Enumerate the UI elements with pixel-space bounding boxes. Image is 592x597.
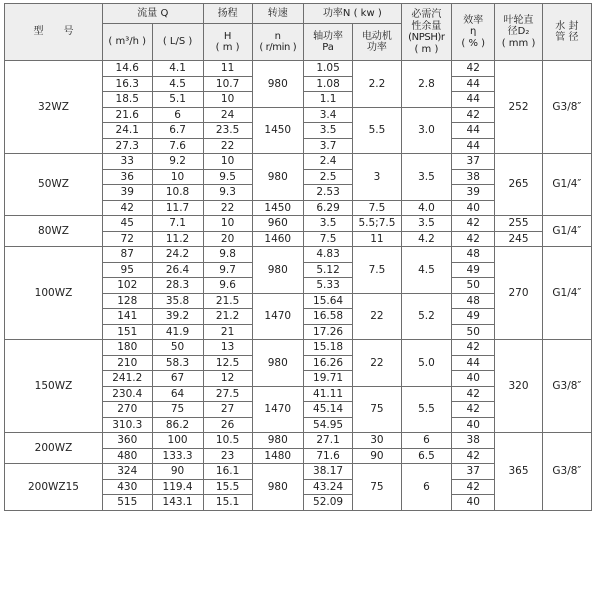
- header-head: 扬程: [203, 4, 252, 24]
- header-shaft-sym: Pa: [322, 42, 334, 53]
- table-row: [5, 247, 592, 263]
- flow-ls-cell: 24.2: [152, 247, 203, 263]
- model-cell: 32WZ: [5, 61, 103, 154]
- speed-cell: 980: [252, 61, 303, 108]
- efficiency-cell: 49: [452, 309, 495, 325]
- efficiency-cell: 42: [452, 107, 495, 123]
- head-cell: 13: [203, 340, 252, 356]
- header-eff-line1: 效率: [463, 14, 484, 26]
- header-flow: 流量 Q: [102, 4, 203, 24]
- diameter-cell: 245: [495, 231, 542, 247]
- flow-ls-cell: 67: [152, 371, 203, 387]
- head-cell: 22: [203, 138, 252, 154]
- flow-ls-cell: 4.5: [152, 76, 203, 92]
- header-npsh: [401, 4, 451, 61]
- seal-cell: G3/8″: [542, 433, 591, 511]
- head-cell: 10: [203, 154, 252, 170]
- efficiency-cell: 39: [452, 185, 495, 201]
- flow-ls-cell: 7.1: [152, 216, 203, 232]
- efficiency-cell: 42: [452, 340, 495, 356]
- efficiency-cell: 50: [452, 278, 495, 294]
- header-npsh-line4: ( m ): [414, 43, 439, 55]
- flow-ls-cell: 90: [152, 464, 203, 480]
- header-impeller-diameter: [495, 4, 542, 61]
- flow-ls-cell: 133.3: [152, 448, 203, 464]
- flow-m3h-cell: 360: [102, 433, 152, 449]
- efficiency-cell: 42: [452, 216, 495, 232]
- shaft-power-cell: 1.05: [303, 61, 352, 77]
- flow-ls-cell: 5.1: [152, 92, 203, 108]
- seal-cell: G1/4″: [542, 154, 591, 216]
- npsh-cell: 4.2: [401, 231, 451, 247]
- table-row: [5, 154, 592, 170]
- speed-cell: 1460: [252, 231, 303, 247]
- header-dia-line3: ( mm ): [501, 37, 536, 49]
- motor-power-cell: 90: [353, 448, 402, 464]
- npsh-cell: 3.5: [401, 216, 451, 232]
- efficiency-cell: 49: [452, 262, 495, 278]
- flow-ls-cell: 7.6: [152, 138, 203, 154]
- model-cell: 100WZ: [5, 247, 103, 340]
- header-npsh-line2: 性余量: [411, 20, 442, 32]
- shaft-power-cell: 2.4: [303, 154, 352, 170]
- flow-m3h-cell: 18.5: [102, 92, 152, 108]
- motor-power-cell: 30: [353, 433, 402, 449]
- shaft-power-cell: 41.11: [303, 386, 352, 402]
- head-cell: 26: [203, 417, 252, 433]
- flow-ls-cell: 28.3: [152, 278, 203, 294]
- speed-cell: 960: [252, 216, 303, 232]
- efficiency-cell: 42: [452, 448, 495, 464]
- head-cell: 10.7: [203, 76, 252, 92]
- head-cell: 24: [203, 107, 252, 123]
- efficiency-cell: 44: [452, 76, 495, 92]
- flow-m3h-cell: 180: [102, 340, 152, 356]
- flow-ls-cell: 10.8: [152, 185, 203, 201]
- flow-m3h-cell: 480: [102, 448, 152, 464]
- header-npsh-line1: 必需汽: [411, 9, 442, 20]
- flow-m3h-cell: 33: [102, 154, 152, 170]
- diameter-cell: 255: [495, 216, 542, 232]
- header-head-m: ( m ): [215, 42, 240, 53]
- header-dia-line1: 叶轮直: [503, 14, 534, 26]
- flow-ls-cell: 86.2: [152, 417, 203, 433]
- npsh-cell: 3.5: [401, 154, 451, 201]
- flow-m3h-cell: 210: [102, 355, 152, 371]
- table-row: [5, 61, 592, 77]
- head-cell: 10: [203, 216, 252, 232]
- motor-power-cell: 22: [353, 340, 402, 387]
- shaft-power-cell: 2.5: [303, 169, 352, 185]
- efficiency-cell: 48: [452, 293, 495, 309]
- shaft-power-cell: 45.14: [303, 402, 352, 418]
- flow-m3h-cell: 45: [102, 216, 152, 232]
- shaft-power-cell: 2.53: [303, 185, 352, 201]
- diameter-cell: 365: [495, 433, 542, 511]
- flow-m3h-cell: 14.6: [102, 61, 152, 77]
- flow-ls-cell: 6.7: [152, 123, 203, 139]
- head-cell: 15.5: [203, 479, 252, 495]
- flow-m3h-cell: 270: [102, 402, 152, 418]
- header-speed: 转速: [252, 4, 303, 24]
- motor-power-cell: 5.5;7.5: [353, 216, 402, 232]
- flow-m3h-cell: 310.3: [102, 417, 152, 433]
- shaft-power-cell: 71.6: [303, 448, 352, 464]
- seal-cell: G1/4″: [542, 216, 591, 247]
- speed-cell: 1450: [252, 200, 303, 216]
- efficiency-cell: 37: [452, 154, 495, 170]
- flow-ls-cell: 75: [152, 402, 203, 418]
- efficiency-cell: 50: [452, 324, 495, 340]
- efficiency-cell: 40: [452, 495, 495, 511]
- head-cell: 21.2: [203, 309, 252, 325]
- flow-ls-cell: 4.1: [152, 61, 203, 77]
- table-row: [5, 433, 592, 449]
- header-motor-power: [353, 24, 402, 61]
- flow-m3h-cell: 141: [102, 309, 152, 325]
- motor-power-cell: 2.2: [353, 61, 402, 108]
- seal-cell: G3/8″: [542, 61, 591, 154]
- npsh-cell: 4.5: [401, 247, 451, 294]
- speed-cell: 1450: [252, 107, 303, 154]
- shaft-power-cell: 52.09: [303, 495, 352, 511]
- flow-ls-cell: 10: [152, 169, 203, 185]
- table-row: [5, 216, 592, 232]
- flow-ls-cell: 50: [152, 340, 203, 356]
- efficiency-cell: 42: [452, 231, 495, 247]
- header-head-unit: [203, 24, 252, 61]
- motor-power-cell: 5.5: [353, 107, 402, 154]
- head-cell: 9.6: [203, 278, 252, 294]
- npsh-cell: 5.0: [401, 340, 451, 387]
- flow-ls-cell: 143.1: [152, 495, 203, 511]
- head-cell: 10: [203, 92, 252, 108]
- flow-m3h-cell: 39: [102, 185, 152, 201]
- head-cell: 9.8: [203, 247, 252, 263]
- header-head-sym: H: [223, 30, 232, 42]
- efficiency-cell: 38: [452, 169, 495, 185]
- flow-ls-cell: 41.9: [152, 324, 203, 340]
- shaft-power-cell: 7.5: [303, 231, 352, 247]
- shaft-power-cell: 1.1: [303, 92, 352, 108]
- header-flow-m3h: ( m³/h ): [102, 24, 152, 61]
- seal-cell: G3/8″: [542, 340, 591, 433]
- header-dia-line2: 径D₂: [507, 26, 530, 38]
- motor-power-cell: 3: [353, 154, 402, 201]
- flow-m3h-cell: 151: [102, 324, 152, 340]
- flow-m3h-cell: 16.3: [102, 76, 152, 92]
- flow-m3h-cell: 21.6: [102, 107, 152, 123]
- header-model-label: 型 号: [33, 26, 74, 38]
- efficiency-cell: 42: [452, 402, 495, 418]
- shaft-power-cell: 3.4: [303, 107, 352, 123]
- head-cell: 27.5: [203, 386, 252, 402]
- header-motor-line2: 功率: [366, 42, 387, 53]
- flow-m3h-cell: 230.4: [102, 386, 152, 402]
- header-seal-line2: 管 径: [555, 32, 579, 43]
- npsh-cell: 6: [401, 433, 451, 449]
- shaft-power-cell: 19.71: [303, 371, 352, 387]
- npsh-cell: 2.8: [401, 61, 451, 108]
- head-cell: 12: [203, 371, 252, 387]
- flow-m3h-cell: 24.1: [102, 123, 152, 139]
- shaft-power-cell: 15.18: [303, 340, 352, 356]
- shaft-power-cell: 5.12: [303, 262, 352, 278]
- head-cell: 23: [203, 448, 252, 464]
- flow-m3h-cell: 36: [102, 169, 152, 185]
- shaft-power-cell: 4.83: [303, 247, 352, 263]
- shaft-power-cell: 15.64: [303, 293, 352, 309]
- efficiency-cell: 40: [452, 371, 495, 387]
- npsh-cell: 6: [401, 464, 451, 511]
- speed-cell: 1480: [252, 448, 303, 464]
- header-flow-ls: ( L/S ): [152, 24, 203, 61]
- speed-cell: 1470: [252, 386, 303, 433]
- flow-m3h-cell: 102: [102, 278, 152, 294]
- flow-m3h-cell: 241.2: [102, 371, 152, 387]
- head-cell: 12.5: [203, 355, 252, 371]
- header-model: [5, 4, 103, 61]
- flow-m3h-cell: 42: [102, 200, 152, 216]
- efficiency-cell: 40: [452, 417, 495, 433]
- flow-ls-cell: 35.8: [152, 293, 203, 309]
- speed-cell: 1470: [252, 293, 303, 340]
- shaft-power-cell: 3.5: [303, 216, 352, 232]
- efficiency-cell: 44: [452, 138, 495, 154]
- table-row: [5, 340, 592, 356]
- speed-cell: 980: [252, 433, 303, 449]
- efficiency-cell: 44: [452, 355, 495, 371]
- npsh-cell: 4.0: [401, 200, 451, 216]
- efficiency-cell: 37: [452, 464, 495, 480]
- header-npsh-line3: (NPSH)r: [408, 32, 445, 43]
- flow-m3h-cell: 515: [102, 495, 152, 511]
- shaft-power-cell: 16.58: [303, 309, 352, 325]
- npsh-cell: 3.0: [401, 107, 451, 154]
- motor-power-cell: 7.5: [353, 247, 402, 294]
- header-shaft-label: 轴功率: [313, 30, 344, 42]
- model-cell: 80WZ: [5, 216, 103, 247]
- npsh-cell: 6.5: [401, 448, 451, 464]
- shaft-power-cell: 43.24: [303, 479, 352, 495]
- flow-ls-cell: 58.3: [152, 355, 203, 371]
- speed-cell: 980: [252, 247, 303, 294]
- shaft-power-cell: 5.33: [303, 278, 352, 294]
- shaft-power-cell: 3.5: [303, 123, 352, 139]
- shaft-power-cell: 3.7: [303, 138, 352, 154]
- efficiency-cell: 40: [452, 200, 495, 216]
- pump-spec-table: [4, 3, 592, 511]
- npsh-cell: 5.5: [401, 386, 451, 433]
- shaft-power-cell: 27.1: [303, 433, 352, 449]
- shaft-power-cell: 1.08: [303, 76, 352, 92]
- header-shaft-power: [303, 24, 352, 61]
- model-cell: 200WZ15: [5, 464, 103, 511]
- flow-m3h-cell: 72: [102, 231, 152, 247]
- head-cell: 9.3: [203, 185, 252, 201]
- header-efficiency: [452, 4, 495, 61]
- efficiency-cell: 48: [452, 247, 495, 263]
- header-seal-line1: 水 封: [555, 20, 579, 32]
- flow-m3h-cell: 95: [102, 262, 152, 278]
- motor-power-cell: 7.5: [353, 200, 402, 216]
- motor-power-cell: 22: [353, 293, 402, 340]
- head-cell: 11: [203, 61, 252, 77]
- flow-m3h-cell: 430: [102, 479, 152, 495]
- head-cell: 9.5: [203, 169, 252, 185]
- motor-power-cell: 75: [353, 464, 402, 511]
- shaft-power-cell: 16.26: [303, 355, 352, 371]
- pump-spec-table-wrapper: [4, 3, 592, 511]
- head-cell: 16.1: [203, 464, 252, 480]
- head-cell: 21.5: [203, 293, 252, 309]
- model-cell: 150WZ: [5, 340, 103, 433]
- flow-ls-cell: 9.2: [152, 154, 203, 170]
- shaft-power-cell: 6.29: [303, 200, 352, 216]
- flow-ls-cell: 6: [152, 107, 203, 123]
- flow-ls-cell: 11.2: [152, 231, 203, 247]
- diameter-cell: 265: [495, 154, 542, 216]
- head-cell: 27: [203, 402, 252, 418]
- flow-m3h-cell: 27.3: [102, 138, 152, 154]
- head-cell: 21: [203, 324, 252, 340]
- seal-cell: G1/4″: [542, 247, 591, 340]
- flow-ls-cell: 100: [152, 433, 203, 449]
- head-cell: 9.7: [203, 262, 252, 278]
- head-cell: 20: [203, 231, 252, 247]
- shaft-power-cell: 17.26: [303, 324, 352, 340]
- header-speed-sym: n: [274, 30, 281, 42]
- motor-power-cell: 11: [353, 231, 402, 247]
- flow-m3h-cell: 87: [102, 247, 152, 263]
- header-seal-pipe: [542, 4, 591, 61]
- header-speed-rmin: ( r/min ): [259, 42, 297, 53]
- efficiency-cell: 38: [452, 433, 495, 449]
- header-speed-unit: [252, 24, 303, 61]
- flow-m3h-cell: 128: [102, 293, 152, 309]
- flow-ls-cell: 64: [152, 386, 203, 402]
- efficiency-cell: 42: [452, 479, 495, 495]
- model-cell: 200WZ: [5, 433, 103, 464]
- flow-m3h-cell: 324: [102, 464, 152, 480]
- diameter-cell: 320: [495, 340, 542, 433]
- npsh-cell: 5.2: [401, 293, 451, 340]
- header-eff-line2: η: [470, 26, 477, 38]
- head-cell: 22: [203, 200, 252, 216]
- table-body: [5, 61, 592, 511]
- speed-cell: 980: [252, 464, 303, 511]
- head-cell: 15.1: [203, 495, 252, 511]
- header-motor-line1: 电动机: [361, 30, 392, 42]
- head-cell: 23.5: [203, 123, 252, 139]
- model-cell: 50WZ: [5, 154, 103, 216]
- header-power: 功率N ( kw ): [303, 4, 401, 24]
- table-header: [5, 4, 592, 61]
- shaft-power-cell: 38.17: [303, 464, 352, 480]
- diameter-cell: 252: [495, 61, 542, 154]
- efficiency-cell: 42: [452, 386, 495, 402]
- efficiency-cell: 44: [452, 123, 495, 139]
- shaft-power-cell: 54.95: [303, 417, 352, 433]
- head-cell: 10.5: [203, 433, 252, 449]
- speed-cell: 980: [252, 340, 303, 387]
- flow-ls-cell: 39.2: [152, 309, 203, 325]
- efficiency-cell: 44: [452, 92, 495, 108]
- flow-ls-cell: 26.4: [152, 262, 203, 278]
- flow-ls-cell: 119.4: [152, 479, 203, 495]
- diameter-cell: 270: [495, 247, 542, 340]
- header-eff-line3: ( % ): [461, 37, 486, 49]
- motor-power-cell: 75: [353, 386, 402, 433]
- efficiency-cell: 42: [452, 61, 495, 77]
- speed-cell: 980: [252, 154, 303, 201]
- flow-ls-cell: 11.7: [152, 200, 203, 216]
